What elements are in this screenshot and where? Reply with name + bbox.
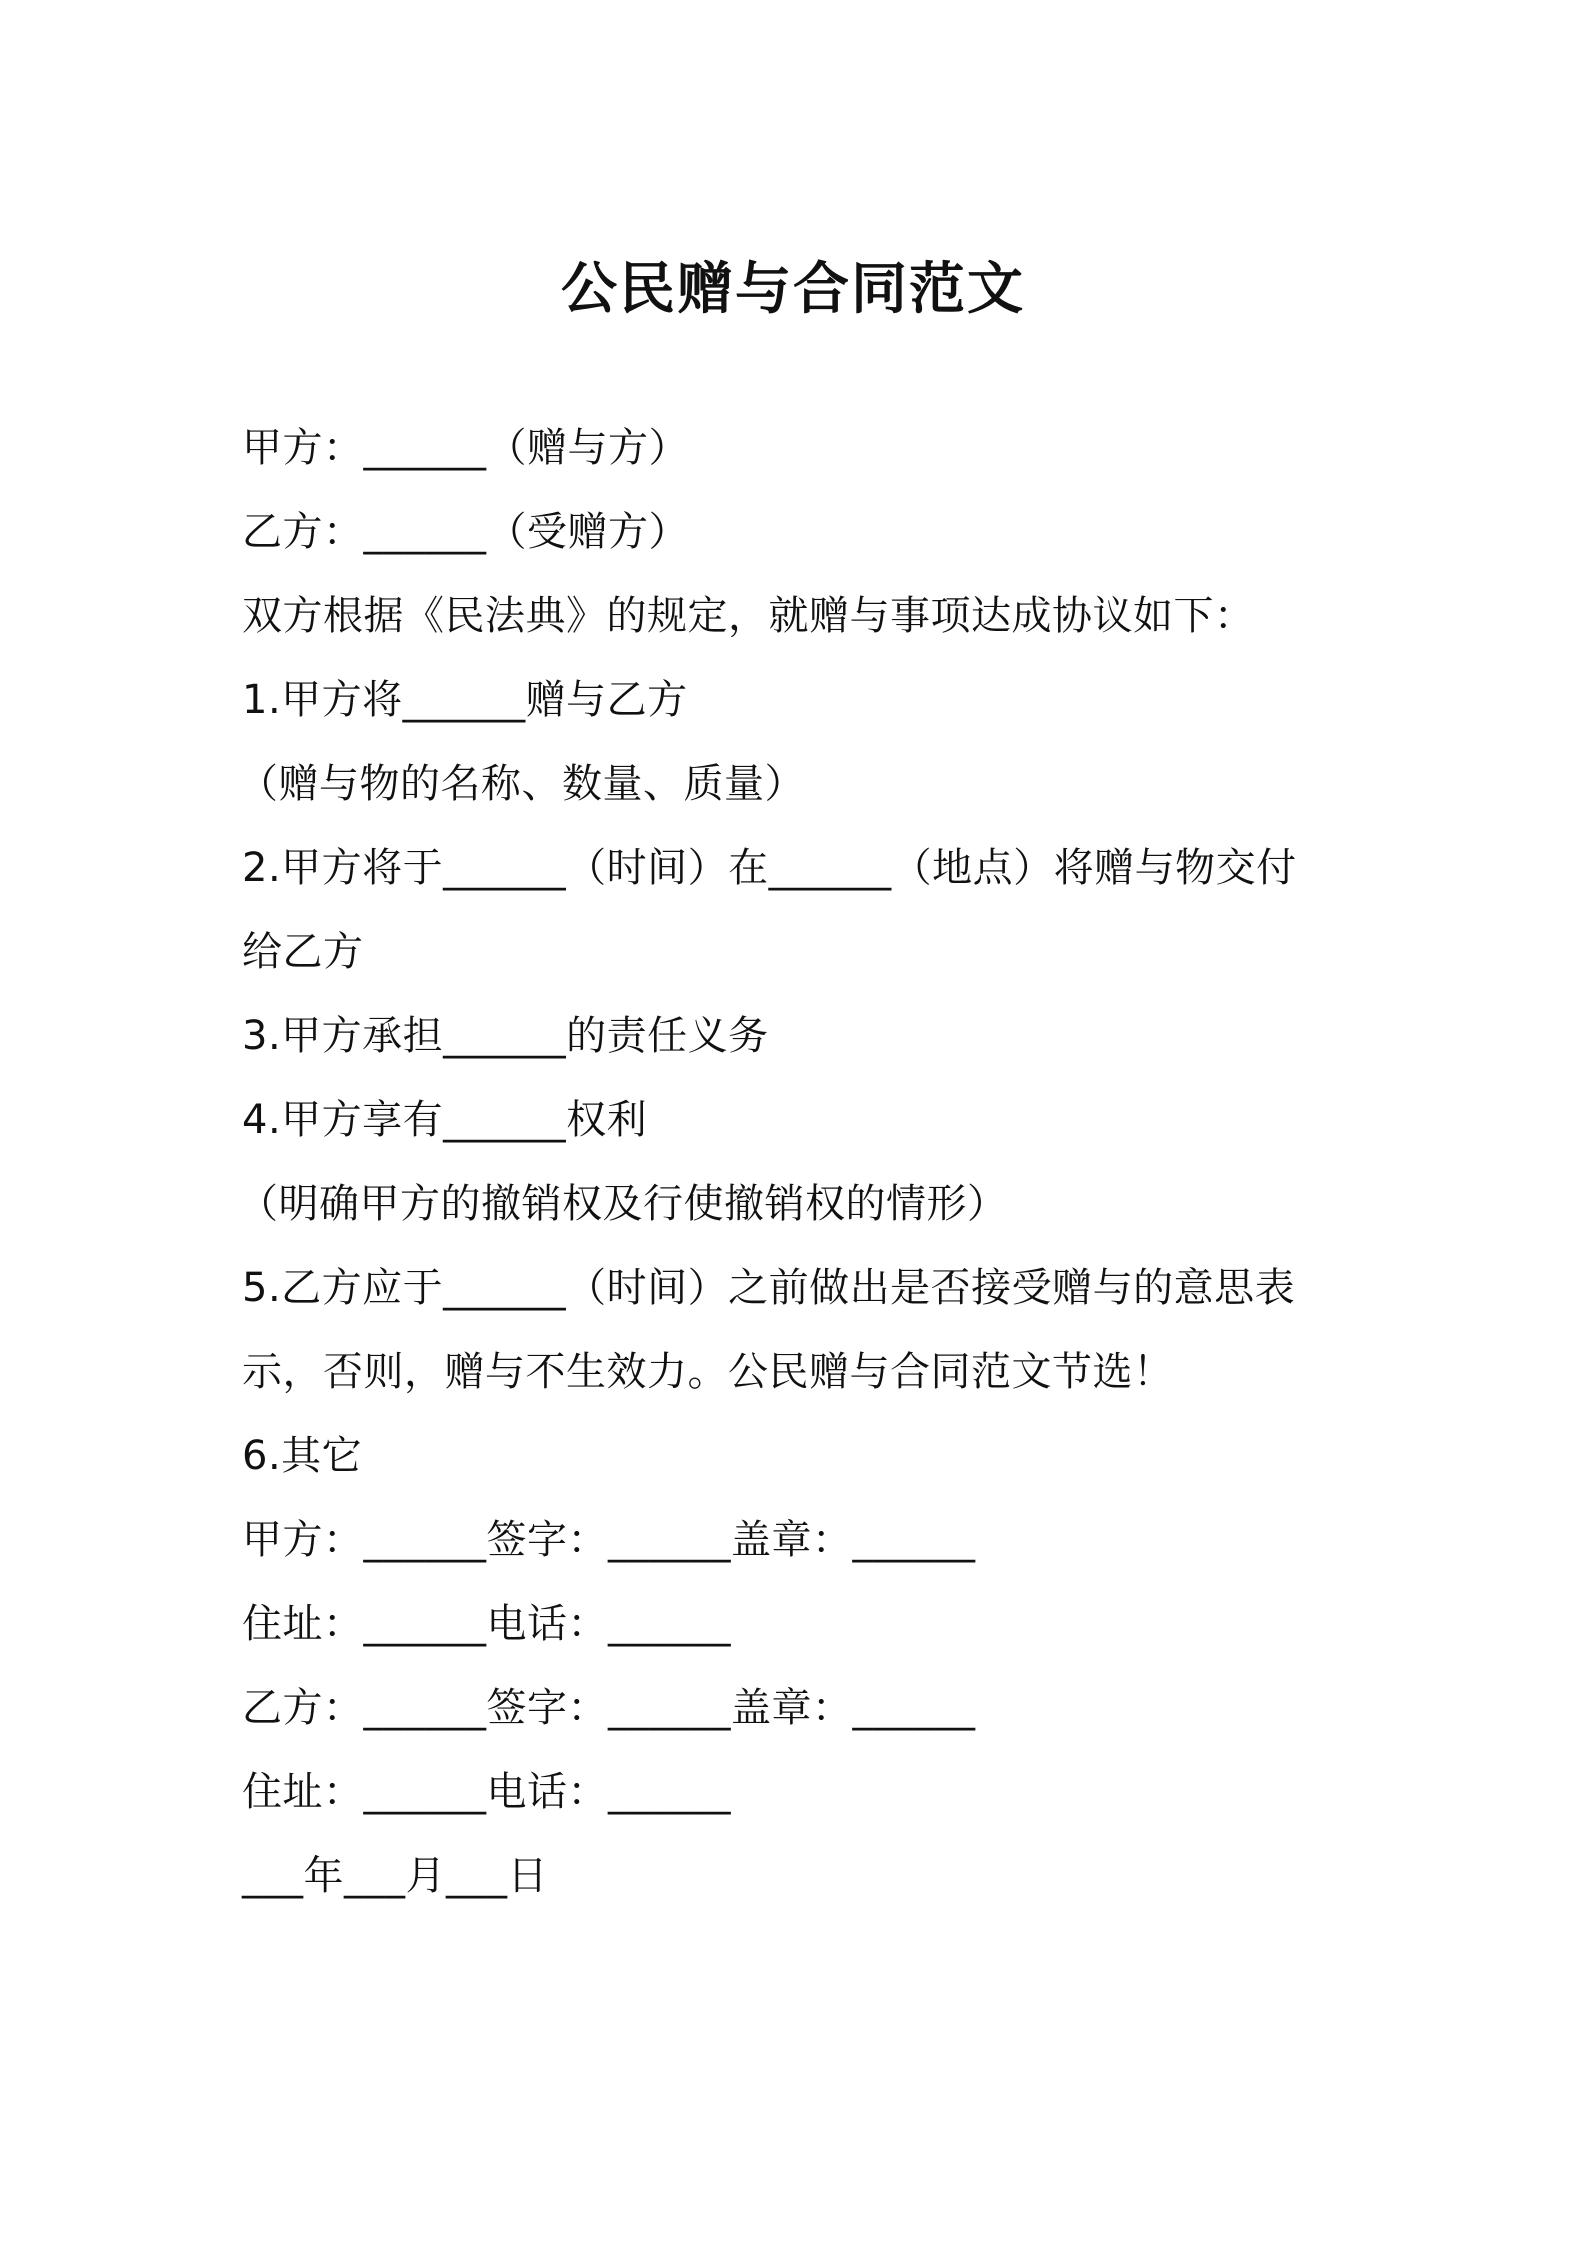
clause-6: 6.其它 [242,1433,363,1479]
clause-5: 5.乙方应于______（时间）之前做出是否接受赠与的意思表 [242,1265,1296,1311]
party-b-signature-line: 乙方：______签字：______盖章：______ [242,1685,976,1731]
clause-5-continued: 示，否则，赠与不生效力。公民赠与合同范文节选！ [242,1349,1174,1395]
clause-1: 1.甲方将______赠与乙方 [242,677,688,723]
document-title: 公民赠与合同范文 [561,257,1025,322]
party-a-line: 甲方：______（赠与方） [242,425,689,471]
party-a-signature-line: 甲方：______签字：______盖章：______ [242,1517,976,1563]
clause-4: 4.甲方享有______权利 [242,1097,648,1143]
party-b-line: 乙方：______（受赠方） [242,509,689,555]
clause-3: 3.甲方承担______的责任义务 [242,1013,769,1059]
party-b-contact-line: 住址：______电话：______ [242,1769,731,1815]
agreement-intro: 双方根据《民法典》的规定，就赠与事项达成协议如下： [242,593,1255,639]
party-a-contact-line: 住址：______电话：______ [242,1601,731,1647]
clause-1-note: （赠与物的名称、数量、质量） [238,761,805,807]
clause-2: 2.甲方将于______（时间）在______（地点）将赠与物交付 [242,845,1297,891]
date-line: ___年___月___日 [242,1853,548,1899]
clause-2-continued: 给乙方 [242,929,364,975]
clause-4-note: （明确甲方的撤销权及行使撤销权的情形） [238,1181,1008,1227]
document-body [238,406,1352,1918]
